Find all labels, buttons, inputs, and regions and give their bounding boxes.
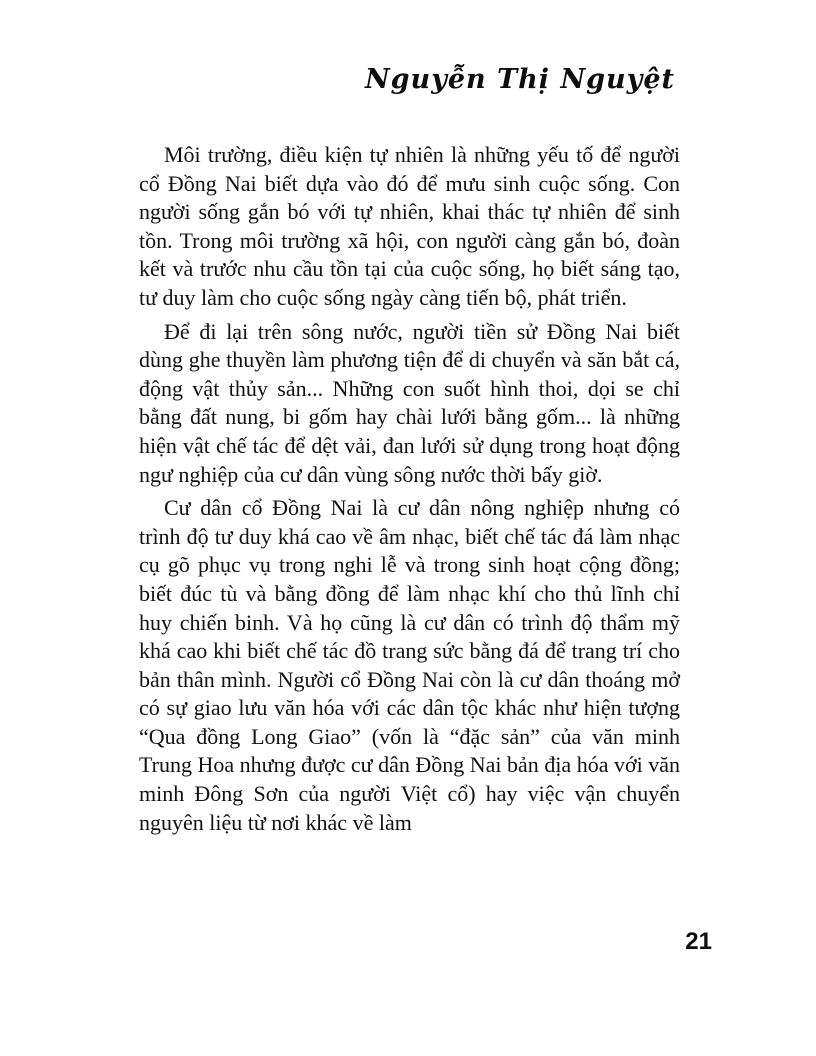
running-header-author: Nguyễn Thị Nguyệt [365, 64, 675, 95]
paragraph-river-travel: Để đi lại trên sông nước, người tiền sử Đồng Nai biết dùng ghe thuyền làm phương tiện để di chuyển và săn bắt cá, động vật thủy sản... Những con suốt hình thoi, dọi se chỉ bằng đất nung, bi gốm hay chài lưới bằng gốm... là những hiện vật chế tác để dệt vải, đan lưới sử dụng trong hoạt động ngư nghiệp của cư dân vùng sông nước thời bấy giờ. [139, 318, 680, 487]
paragraph-environment: Môi trường, điều kiện tự nhiên là những yếu tố để người cổ Đồng Nai biết dựa vào đó để mưu sinh cuộc sống. Con người sống gắn bó với tự nhiên, khai thác tự nhiên để sinh tồn. Trong môi trường xã hội, con người càng gắn bó, đoàn kết và trước nhu cầu tồn tại của cuộc sống, họ biết sáng tạo, tư duy làm cho cuộc sống ngày càng tiến bộ, phát triển. [139, 142, 680, 310]
paragraph-culture: Cư dân cổ Đồng Nai là cư dân nông nghiệp nhưng có trình độ tư duy khá cao về âm nhạc, biết chế tác đá làm nhạc cụ gõ phục vụ trong nghi lễ và trong sinh hoạt cộng đồng; biết đúc tù và bằng đồng để làm nhạc khí cho thủ lĩnh chỉ huy chiến binh. Và họ cũng là cư dân có trình độ thẩm mỹ khá cao khi biết chế tác đồ trang sức bằng đá để trang trí cho bản thân mình. Người cổ Đồng Nai còn là cư dân thoáng mở có sự giao lưu văn hóa với các dân tộc khác như hiện tượng “Qua đồng Long Giao” (vốn là “đặc sản” của văn minh Trung Hoa nhưng được cư dân Đồng Nai bản địa hóa với văn minh Đông Sơn của người Việt cổ) hay việc vận chuyển nguyên liệu từ nơi khác về làm [139, 495, 680, 835]
page-number: 21 [685, 928, 712, 955]
body-text [139, 141, 680, 842]
